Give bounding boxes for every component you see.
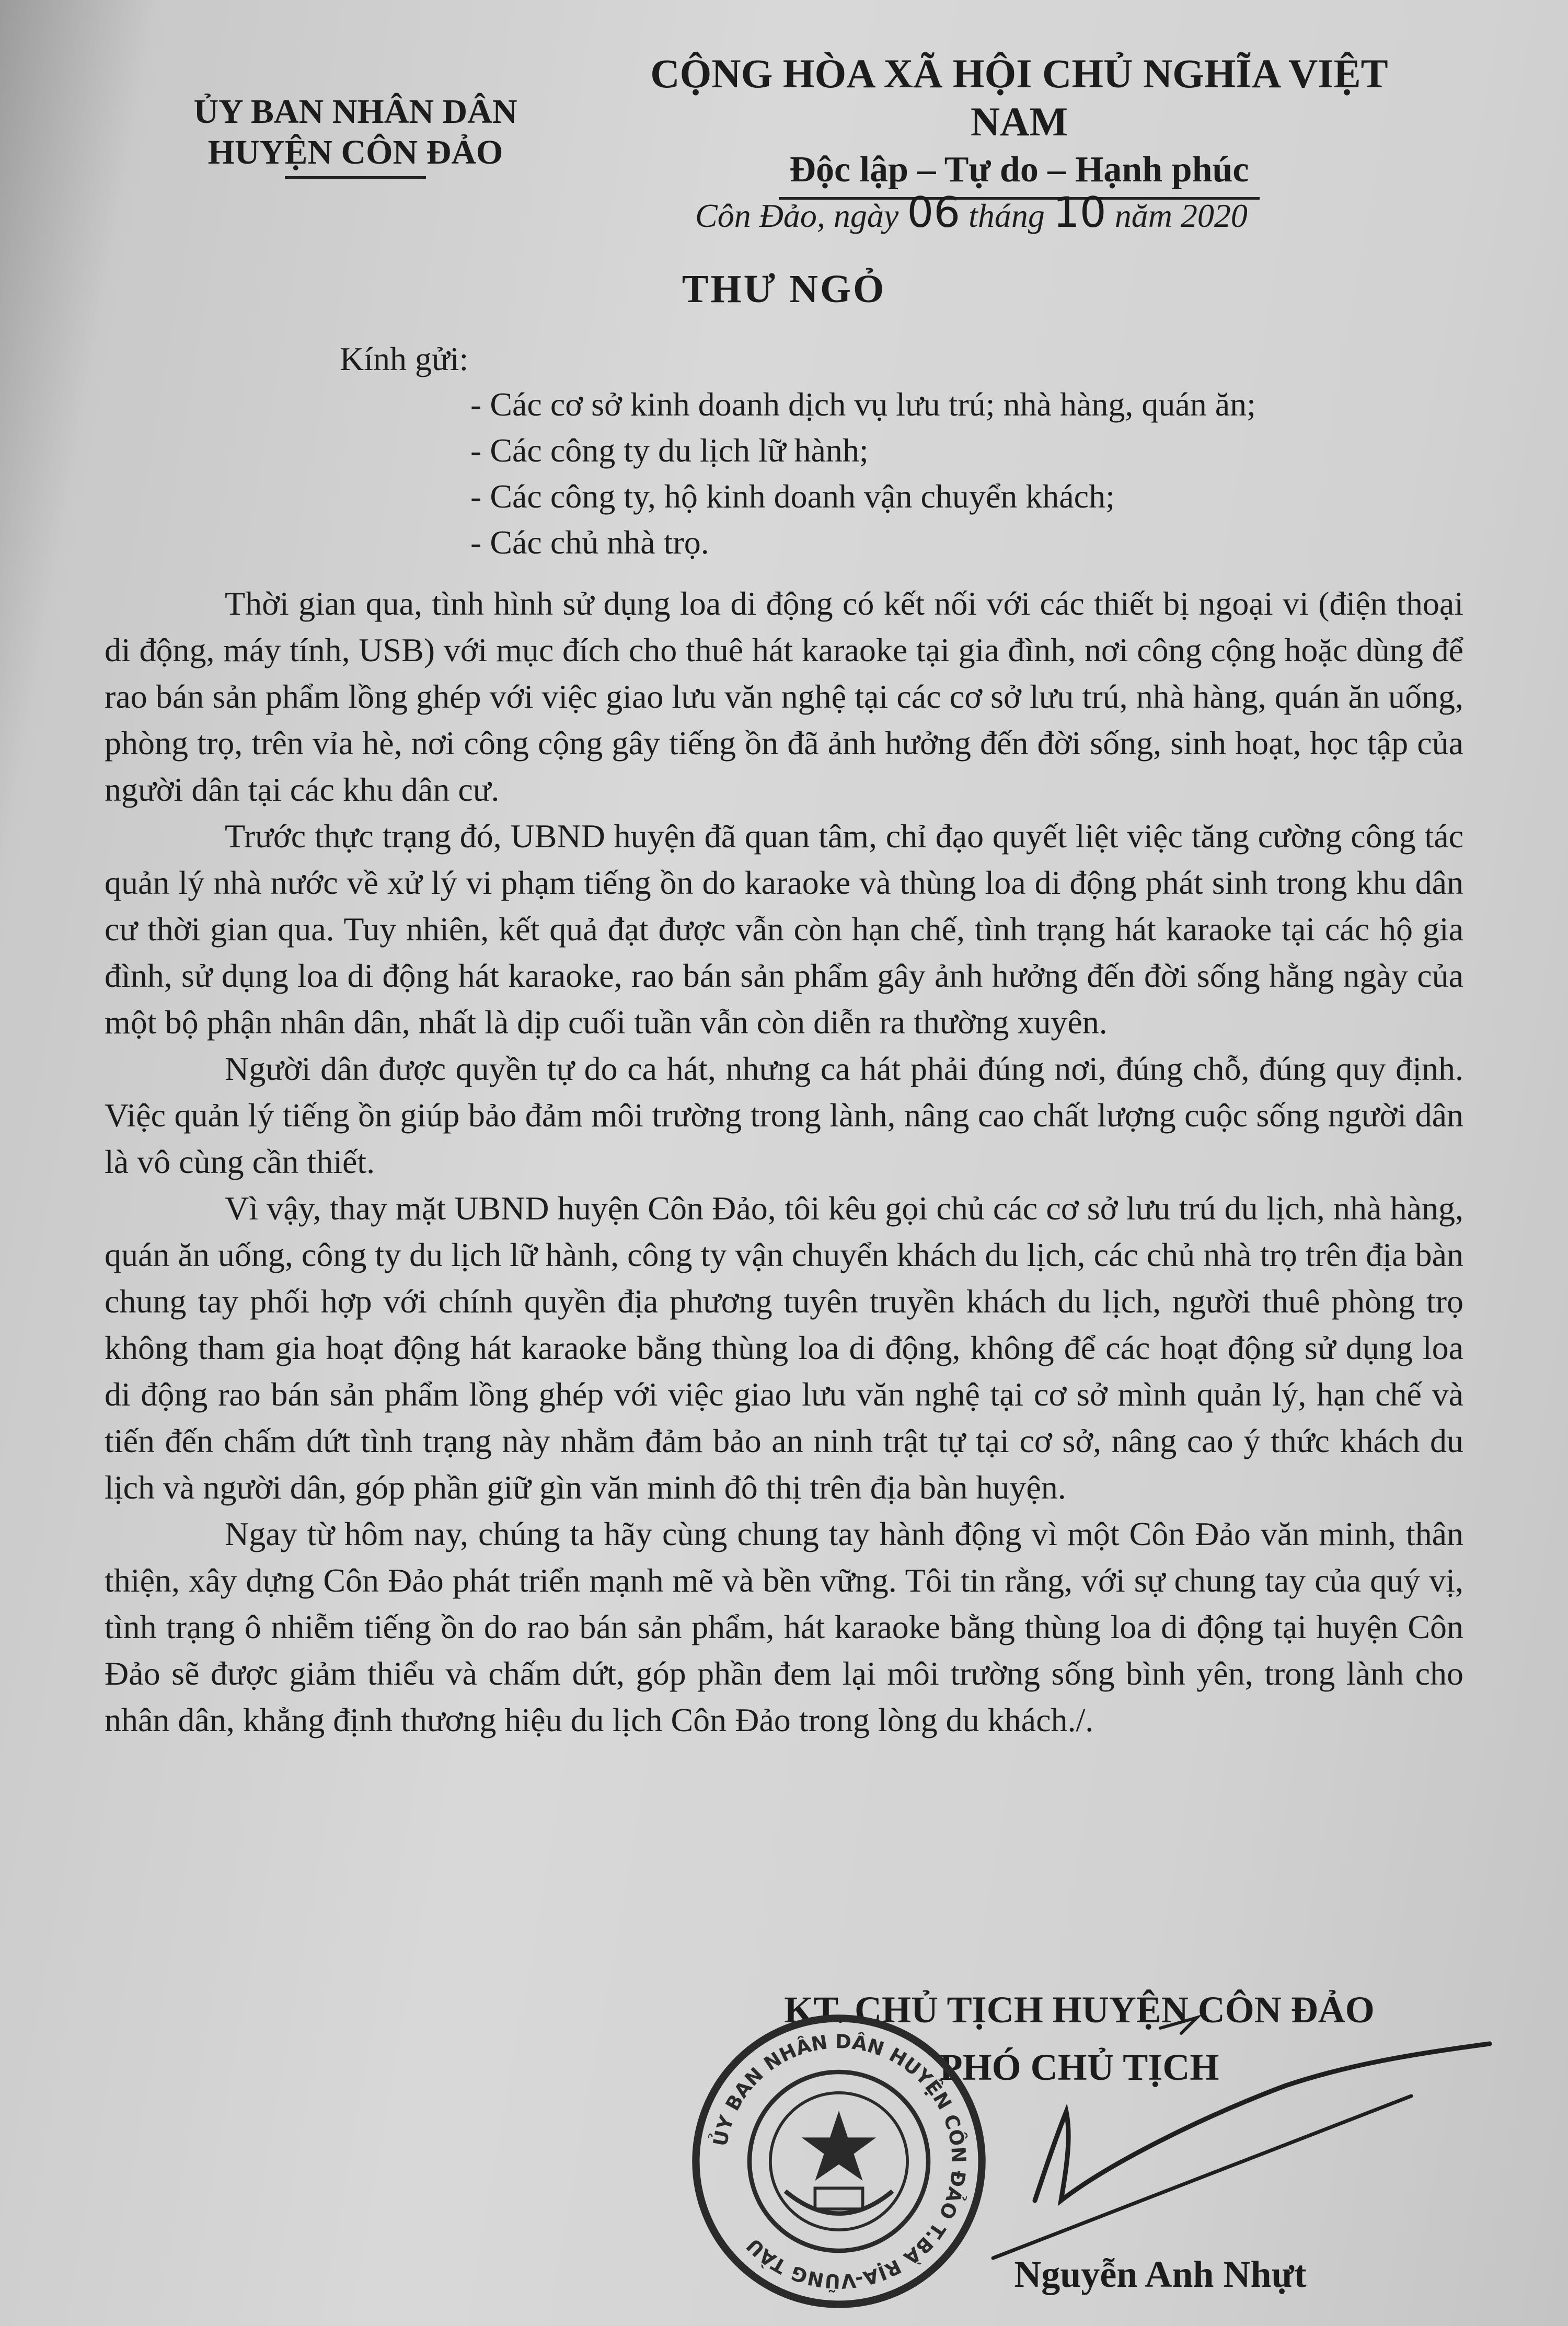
authority-line-2: HUYỆN CÔN ĐẢO xyxy=(207,133,503,171)
authority-underline xyxy=(285,176,426,179)
date-month-word: tháng xyxy=(969,197,1045,234)
letter-body xyxy=(105,580,1463,1743)
recipient-item: - Các công ty, hộ kinh doanh vận chuyển khách; xyxy=(470,478,1115,515)
signer-role-line-1: KT. CHỦ TỊCH HUYỆN CÔN ĐẢO xyxy=(784,1989,1375,2031)
authority-line-1: ỦY BAN NHÂN DÂN xyxy=(193,93,517,131)
handwritten-signature-icon xyxy=(889,2012,1516,2274)
national-motto: Độc lập – Tự do – Hạnh phúc xyxy=(789,149,1249,190)
signer-name: Nguyễn Anh Nhựt xyxy=(1014,2253,1307,2295)
svg-text:ỦY BAN NHÂN DÂN HUYỆN CÔN ĐẢO: ỦY BAN NHÂN DÂN HUYỆN CÔN ĐẢO T.BÀ RỊA-VŨNG TÀU xyxy=(709,2030,971,2293)
greeting: Kính gửi: xyxy=(340,340,469,377)
body-paragraph: Thời gian qua, tình hình sử dụng loa di động có kết nối với các thiết bị ngoại vi (điện thoại di động, máy tính, USB) với mục đích cho thuê hát karaoke tại gia đình, nơi công cộng hoặc dùng để rao bán sản phẩm lồng ghép với việc giao lưu văn nghệ tại các cơ sở lưu trú, nhà hàng, quán ăn uống, phòng trọ, trên vỉa hè, nơi công cộng gây tiếng ồn đã ảnh hưởng đến đời sống, sinh hoạt, học tập của người dân tại các khu dân cư. xyxy=(105,585,1463,808)
date-day: 06 xyxy=(907,188,961,237)
body-paragraph: Người dân được quyền tự do ca hát, nhưng ca hát phải đúng nơi, đúng chỗ, đúng quy định. Việc quản lý tiếng ồn giúp bảo đảm môi trường trong lành, nâng cao chất lượng cuộc sống người dân là vô cùng cần thiết. xyxy=(105,1050,1463,1180)
date-month: 10 xyxy=(1053,188,1106,237)
recipient-list xyxy=(470,382,1256,566)
date-place: Côn Đảo, ngày xyxy=(695,197,899,234)
recipient-item: - Các chủ nhà trọ. xyxy=(470,524,709,561)
signer-role-line-2: PHÓ CHỦ TỊCH xyxy=(939,2046,1219,2088)
body-paragraph: Vì vậy, thay mặt UBND huyện Côn Đảo, tôi kêu gọi chủ các cơ sở lưu trú du lịch, nhà hàng, quán ăn uống, công ty du lịch lữ hành, công ty vận chuyển khách du lịch, các chủ nhà trọ trên địa bàn chung tay phối hợp với chính quyền địa phương tuyên truyền khách du lịch, người thuê phòng trọ không tham gia hoạt động hát karaoke bằng thùng loa di động, không để các hoạt động sử dụng loa di động rao bán sản phẩm lồng ghép với việc giao lưu văn nghệ tại cơ sở mình quản lý, hạn chế và tiến đến chấm dứt tình trạng này nhằm đảm bảo an ninh trật tự tại cơ sở, nâng cao ý thức khách du lịch và người dân, góp phần giữ gìn văn minh đô thị trên địa bàn huyện. xyxy=(105,1190,1463,1506)
date-year: năm 2020 xyxy=(1114,197,1248,234)
recipient-item: - Các công ty du lịch lữ hành; xyxy=(470,432,869,469)
body-paragraph: Ngay từ hôm nay, chúng ta hãy cùng chung tay hành động vì một Côn Đảo văn minh, thân thiện, xây dựng Côn Đảo phát triển mạnh mẽ và bền vững. Tôi tin rằng, với sự chung tay của quý vị, tình trạng ô nhiễm tiếng ồn do rao bán sản phẩm, hát karaoke bằng thùng loa di động tại huyện Côn Đảo sẽ được giảm thiểu và chấm dứt, góp phần đem lại môi trường sống bình yên, trong lành cho nhân dân, khẳng định thương hiệu du lịch Côn Đảo trong lòng du khách./. xyxy=(105,1515,1463,1738)
date-line xyxy=(695,188,1375,237)
letter-title: THƯ NGỎ xyxy=(682,267,886,311)
issuing-authority xyxy=(172,91,538,179)
country-name: CỘNG HÒA XÃ HỘI CHỦ NGHĨA VIỆT NAM xyxy=(650,51,1388,144)
body-paragraph: Trước thực trạng đó, UBND huyện đã quan tâm, chỉ đạo quyết liệt việc tăng cường công tác quản lý nhà nước về xử lý vi phạm tiếng ồn do karaoke và thùng loa di động phát sinh trong khu dân cư thời gian qua. Tuy nhiên, kết quả đạt được vẫn còn hạn chế, tình trạng hát karaoke tại các hộ gia đình, sử dụng loa di động hát karaoke, rao bán sản phẩm gây ảnh hưởng đến đời sống hằng ngày của một bộ phận nhân dân, nhất là dịp cuối tuần vẫn còn diễn ra thường xuyên. xyxy=(105,817,1463,1041)
national-header xyxy=(601,50,1437,200)
recipient-item: - Các cơ sở kinh doanh dịch vụ lưu trú; nhà hàng, quán ăn; xyxy=(470,386,1256,423)
